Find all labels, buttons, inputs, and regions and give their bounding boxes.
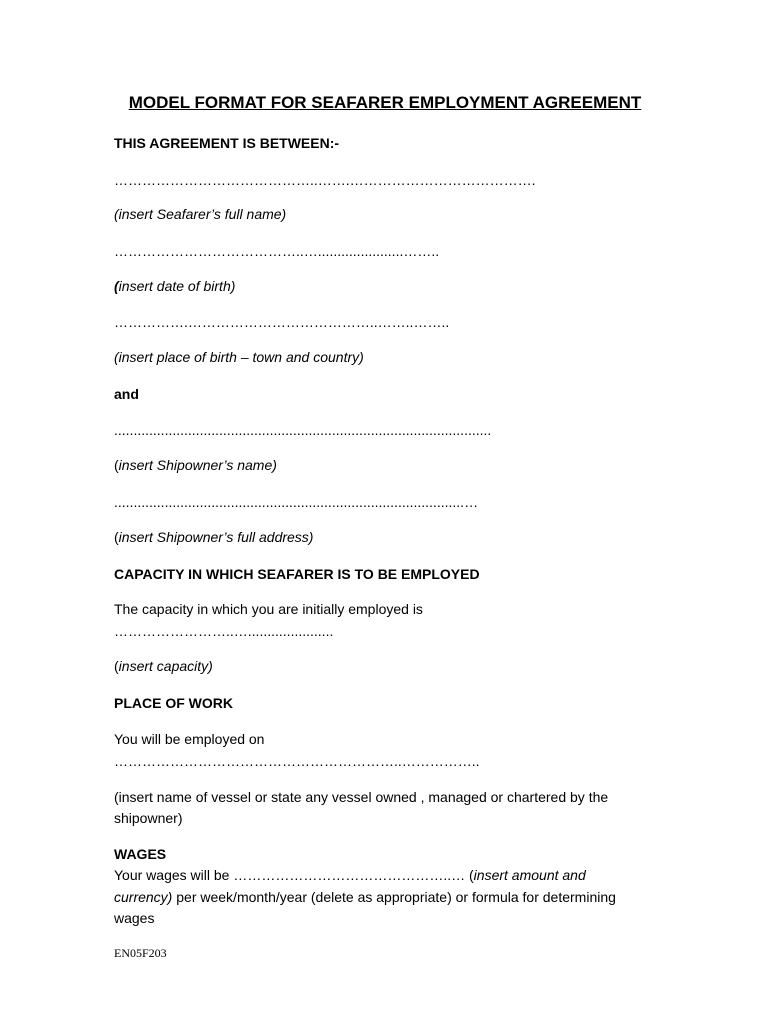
- place-of-birth-blank: …………….…………………………………..……..……..: [114, 314, 450, 330]
- capacity-text: The capacity in which you are initially employed is: [114, 601, 423, 617]
- shipowner-address-blank: ..........................................................................................…: [114, 494, 479, 510]
- capacity-paren: (: [114, 658, 119, 674]
- shipowner-address-hint: [114, 528, 313, 546]
- place-of-work-blank: ……………………………………………………..……………..: [114, 753, 480, 769]
- and-label: and: [114, 386, 139, 402]
- wages-text-mid: per week/month/year (delete as appropriate) or formula for determining: [172, 889, 616, 905]
- wages-line1: [114, 866, 586, 884]
- date-of-birth-blank: …………………………………..…......................……..: [114, 243, 440, 259]
- place-of-work-hint-line1: (insert name of vessel or state any vessel owned , managed or chartered by the: [114, 789, 609, 805]
- between-heading: THIS AGREEMENT IS BETWEEN:-: [114, 135, 340, 151]
- place-of-birth-hint: (insert place of birth – town and country): [114, 349, 364, 365]
- wages-text-end: wages: [114, 910, 155, 926]
- seafarer-name-blank: ……………………………………..…….………………………………….: [114, 172, 536, 188]
- capacity-hint: [114, 657, 213, 675]
- wages-line2: [114, 888, 616, 906]
- seafarer-name-hint: (insert Seafarer’s full name): [114, 206, 287, 222]
- wages-heading: WAGES: [114, 846, 167, 862]
- shipowner-address-hint-text: insert Shipowner’s full address): [118, 529, 314, 545]
- date-of-birth-hint-text: insert date of birth): [118, 278, 236, 294]
- shipowner-name-hint: [114, 456, 277, 474]
- shipowner-name-paren: (: [114, 457, 119, 473]
- place-of-work-heading: PLACE OF WORK: [114, 695, 233, 711]
- shipowner-address-paren: (: [114, 529, 119, 545]
- wages-text-start: Your wages will be ………………………………………..… (: [114, 867, 474, 883]
- place-of-work-text: You will be employed on: [114, 731, 265, 747]
- wages-hint-1: insert amount and: [473, 867, 586, 883]
- date-of-birth-paren: (: [114, 278, 119, 294]
- shipowner-name-hint-text: insert Shipowner’s name): [118, 457, 277, 473]
- place-of-work-hint-line2: shipowner): [114, 810, 183, 826]
- footer-code: EN05F203: [114, 946, 167, 960]
- wages-hint-2: currency): [114, 889, 173, 905]
- capacity-heading: CAPACITY IN WHICH SEAFARER IS TO BE EMPLOYED: [114, 566, 480, 582]
- shipowner-name-blank: .................................................................................................: [114, 422, 492, 438]
- capacity-blank: ……………………..…......................: [114, 623, 334, 639]
- document-title: MODEL FORMAT FOR SEAFARER EMPLOYMENT AGREEMENT: [128, 93, 642, 112]
- date-of-birth-hint: [114, 277, 235, 295]
- capacity-hint-text: insert capacity): [118, 658, 213, 674]
